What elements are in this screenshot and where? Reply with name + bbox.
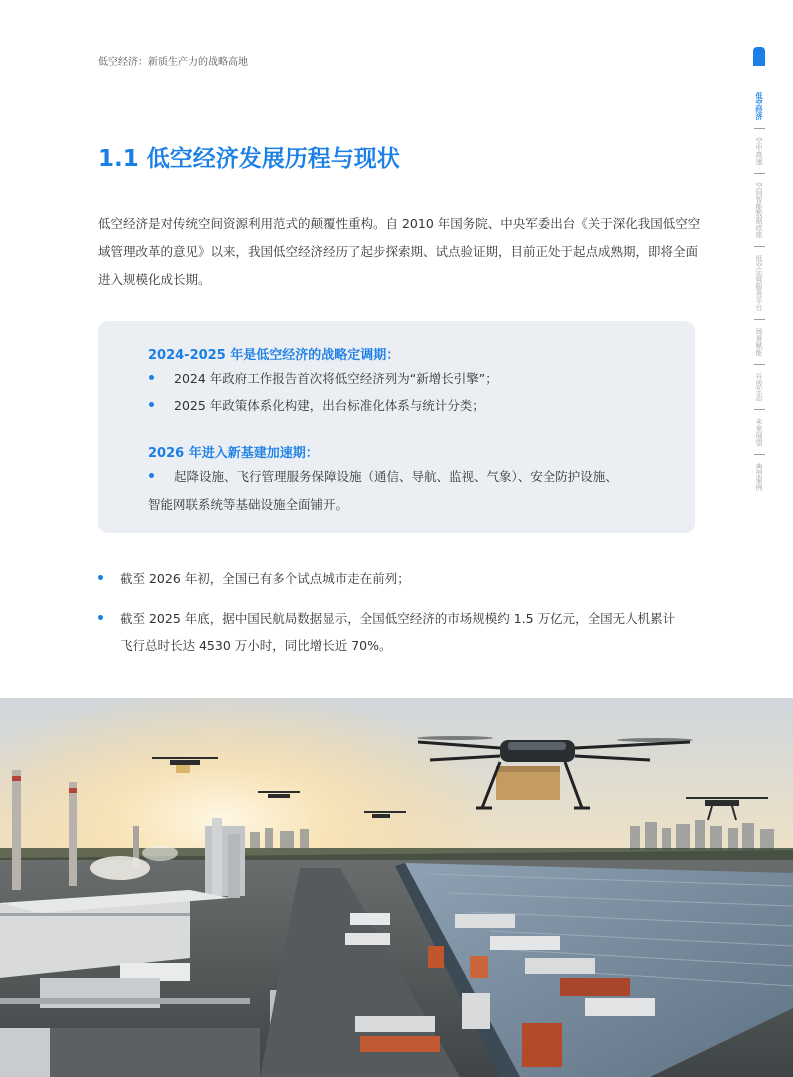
side-nav-item-8[interactable]: 典型案例 bbox=[755, 463, 763, 491]
side-nav-item-4[interactable]: 低空运营服务平台 bbox=[755, 255, 763, 311]
callout-box bbox=[98, 321, 695, 533]
side-nav-divider bbox=[754, 128, 765, 129]
callout-bullet: 2025 年政策体系化构建，出台标准化体系与统计分类； bbox=[174, 398, 485, 413]
side-tab-marker bbox=[753, 47, 765, 66]
bullet-dot bbox=[149, 473, 154, 478]
side-nav-divider bbox=[754, 454, 765, 455]
side-nav bbox=[749, 92, 769, 491]
side-nav-item-5[interactable]: 场景赋能 bbox=[755, 328, 763, 356]
side-nav-divider bbox=[754, 173, 765, 174]
intro-paragraph: 低空经济是对传统空间资源利用范式的颠覆性重构。自 2010 年国务院、中央军委出台《关于深化我国低空空域管理改革的意见》以来，我国低空经济经历了起步探索期、试点验证期，目前正处于起点成熟期，即将全面进入规模化成长期。 bbox=[98, 216, 701, 287]
side-nav-item-7[interactable]: 未来展望 bbox=[755, 418, 763, 446]
callout-heading-infrastructure: 2026 年进入新基建加速期： bbox=[148, 446, 319, 461]
side-nav-divider bbox=[754, 409, 765, 410]
body-bullet-continuation: 飞行总时长达 4530 万小时，同比增长近 70%。 bbox=[120, 638, 392, 653]
bullet-dot bbox=[98, 615, 103, 620]
callout-heading-strategy: 2024-2025 年是低空经济的战略定调期： bbox=[148, 348, 400, 363]
body-bullet: 截至 2026 年初，全国已有多个试点城市走在前列； bbox=[120, 571, 410, 586]
bullet-dot bbox=[149, 375, 154, 380]
side-nav-divider bbox=[754, 364, 765, 365]
side-nav-item-3[interactable]: 空间智能数据底座 bbox=[755, 182, 763, 238]
side-nav-divider bbox=[754, 246, 765, 247]
drone-logistics-illustration bbox=[0, 698, 793, 1077]
bullet-dot bbox=[98, 575, 103, 580]
body-bullet: 截至 2025 年底，据中国民航局数据显示，全国低空经济的市场规模约 1.5 万亿元，全国无人机累计 bbox=[120, 611, 676, 626]
callout-bullet: 起降设施、飞行管理服务保障设施（通信、导航、监视、气象）、安全防护设施、 bbox=[174, 469, 618, 484]
callout-bullet: 2024 年政府工作报告首次将低空经济列为“新增长引擎”； bbox=[174, 371, 498, 386]
side-nav-item-6[interactable]: 开放生态 bbox=[755, 373, 763, 401]
bullet-dot bbox=[149, 402, 154, 407]
side-nav-divider bbox=[754, 319, 765, 320]
callout-bullet-continuation: 智能网联系统等基础设施全面铺开。 bbox=[148, 497, 349, 512]
section-title: 1.1 低空经济发展历程与现状 bbox=[98, 146, 400, 172]
side-nav-item-2[interactable]: 空中高速 bbox=[755, 137, 763, 165]
side-nav-item-1[interactable]: 低空经济 bbox=[755, 92, 763, 120]
running-header: 低空经济：新质生产力的战略高地 bbox=[98, 57, 248, 68]
